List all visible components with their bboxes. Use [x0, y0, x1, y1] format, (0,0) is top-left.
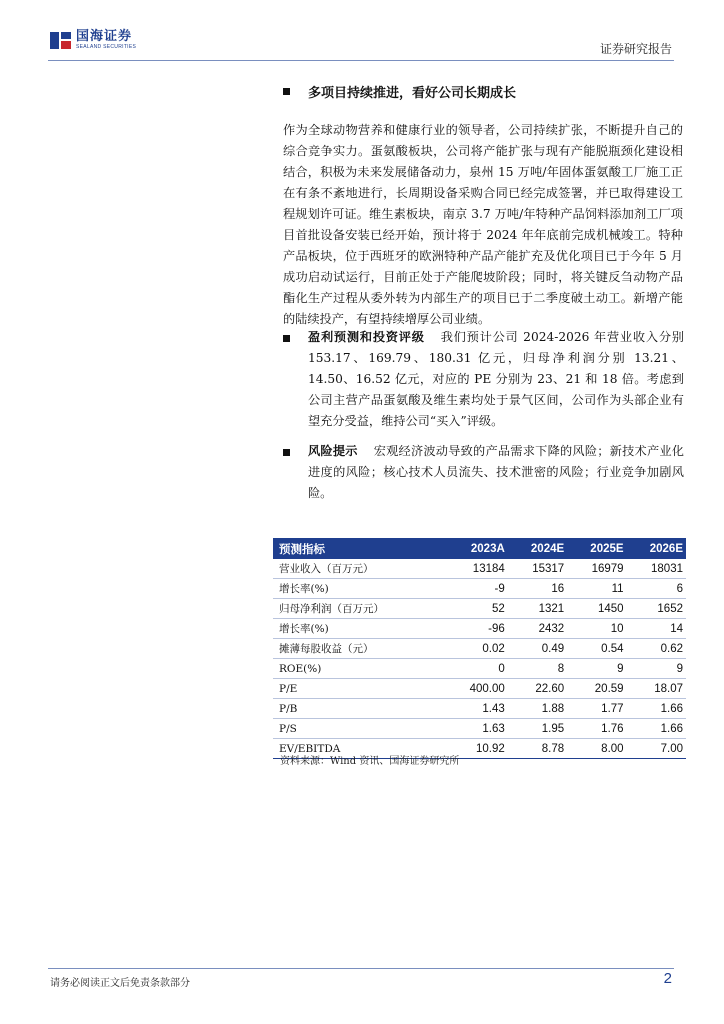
table-cell: 20.59: [567, 679, 626, 699]
table-cell: ROE(%): [273, 659, 445, 679]
bullet-square-icon: [283, 335, 290, 342]
table-cell: 9: [567, 659, 626, 679]
table-cell: 22.60: [508, 679, 567, 699]
table-cell: 9: [627, 659, 686, 679]
footer-disclaimer: 请务必阅读正文后免责条款部分: [50, 978, 190, 989]
table-row: [273, 559, 686, 579]
table-row: [273, 659, 686, 679]
table-cell: 0.02: [445, 639, 507, 659]
logo-name-cn: 国海证券: [76, 29, 133, 44]
table-cell: 1652: [627, 599, 686, 619]
table-cell: P/E: [273, 679, 445, 699]
table-cell: 1450: [567, 599, 626, 619]
table-header-cell: 2026E: [627, 538, 686, 559]
section-rating: [308, 327, 684, 432]
table-header-row: [273, 538, 686, 559]
table-cell: 1.76: [567, 719, 626, 739]
table-source-note: 资料来源：Wind 资讯、国海证券研究所: [280, 756, 460, 767]
table-cell: 0.54: [567, 639, 626, 659]
table-cell: 8.00: [567, 739, 626, 759]
table-cell: 营业收入（百万元）: [273, 559, 445, 579]
table-cell: 1.77: [567, 699, 626, 719]
table-row: [273, 699, 686, 719]
table-header-cell: 2024E: [508, 538, 567, 559]
table-cell: 1.43: [445, 699, 507, 719]
bullet-square-icon: [283, 449, 290, 456]
section-heading: 多项目持续推进，看好公司长期成长: [308, 86, 517, 101]
section-body-growth: 作为全球动物营养和健康行业的领导者，公司持续扩张，不断提升自己的综合竞争实力。蛋氨酸板块，公司将产能扩张与现有产能脱瓶颈化建设相结合，积极为未来发展储备动力，泉州 15 万吨/年固体蛋氨酸工厂施工正在有条不紊地进行，长周期设备采购合同已经完成签署，并已取得建设工程规划许可证。维生素板块，南京 3.7 万吨/年特种产品饲料添加剂工厂项目首批设备安装已经开始，预计将于 2024 年年底前完成机械竣工。特种产品板块，位于西班牙的欧洲特种产品产能扩充及优化项目已于今年 5 月成功启动试运行，目前正处于产能爬坡阶段；同时，将关键反刍动物产品酯化生产过程从委外转为内部生产的项目已于二季度破土动工。新增产能的陆续投产，有望持续增厚公司业绩。: [283, 123, 683, 326]
table-cell: EV/EBITDA: [273, 739, 445, 759]
table-cell: -9: [445, 579, 507, 599]
table-cell: 15317: [508, 559, 567, 579]
table-cell: 1.88: [508, 699, 567, 719]
table-cell: 1.95: [508, 719, 567, 739]
logo-mark-icon: [50, 30, 72, 50]
table-cell: 400.00: [445, 679, 507, 699]
table-cell: 18031: [627, 559, 686, 579]
table-cell: 18.07: [627, 679, 686, 699]
page-number: 2: [663, 970, 672, 987]
table-cell: P/S: [273, 719, 445, 739]
table-row: [273, 619, 686, 639]
table-cell: 0: [445, 659, 507, 679]
rating-lead: 盈利预测和投资评级: [308, 330, 425, 344]
table-cell: 归母净利润（百万元）: [273, 599, 445, 619]
table-row: [273, 719, 686, 739]
table-cell: 7.00: [627, 739, 686, 759]
table-cell: 8: [508, 659, 567, 679]
forecast-table: [273, 538, 686, 759]
table-cell: 2432: [508, 619, 567, 639]
table-cell: P/B: [273, 699, 445, 719]
table-cell: -96: [445, 619, 507, 639]
table-row: [273, 579, 686, 599]
table-cell: 10.92: [445, 739, 507, 759]
table-row: [273, 639, 686, 659]
table-cell: 1321: [508, 599, 567, 619]
table-header-cell: 2023A: [445, 538, 507, 559]
rating-body: 我们预计公司 2024-2026 年营业收入分别 153.17、169.79、180.31 亿元，归母净利润分别 13.21、14.50、16.52 亿元，对应的 PE 分别为 23、21 和 18 倍。考虑到公司主营产品蛋氨酸及维生素均处于景气区间，公司作为头部企业有望充分受益，维持公司“买入”评级。: [308, 330, 684, 428]
table-header-cell: 预测指标: [273, 538, 445, 559]
table-row: [273, 679, 686, 699]
header-divider: [48, 60, 674, 61]
table-cell: 摊薄每股收益（元）: [273, 639, 445, 659]
table-cell: 1.63: [445, 719, 507, 739]
table-cell: 13184: [445, 559, 507, 579]
page-header: [0, 0, 724, 62]
table-cell: 0.49: [508, 639, 567, 659]
table-cell: 1.66: [627, 719, 686, 739]
table-cell: 1.66: [627, 699, 686, 719]
footer-divider: [48, 968, 674, 969]
table-cell: 0.62: [627, 639, 686, 659]
risk-body: 宏观经济波动导致的产品需求下降的风险；新技术产业化进度的风险；核心技术人员流失、技术泄密的风险；行业竞争加剧风险。: [308, 444, 684, 500]
table-cell: 6: [627, 579, 686, 599]
logo-name-en: SEALAND SECURITIES: [76, 44, 137, 50]
table-cell: 10: [567, 619, 626, 639]
table-cell: 52: [445, 599, 507, 619]
table-cell: 增长率(%): [273, 619, 445, 639]
table-cell: 11: [567, 579, 626, 599]
section-risk: [308, 441, 684, 504]
bullet-square-icon: [283, 88, 290, 95]
report-type: 证券研究报告: [599, 42, 672, 56]
table-header-cell: 2025E: [567, 538, 626, 559]
table-cell: 8.78: [508, 739, 567, 759]
table-cell: 16979: [567, 559, 626, 579]
company-logo: [50, 30, 136, 50]
table-cell: 14: [627, 619, 686, 639]
table-cell: 增长率(%): [273, 579, 445, 599]
table-cell: 16: [508, 579, 567, 599]
table-row: [273, 599, 686, 619]
risk-lead: 风险提示: [308, 444, 358, 458]
